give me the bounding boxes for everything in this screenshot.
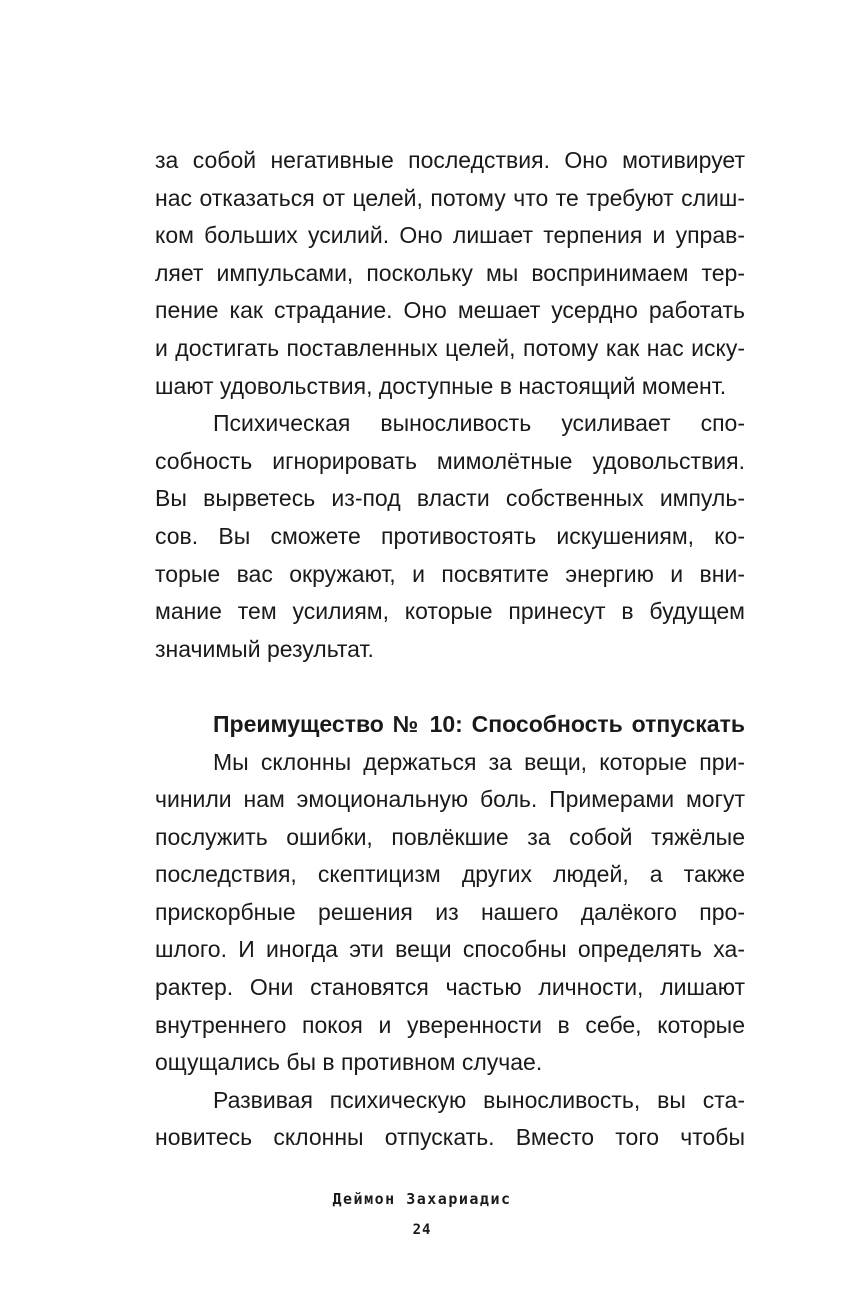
page-body <box>155 142 745 1157</box>
text-line: нас отказаться от целей, потому что те требуют слиш- <box>155 184 745 211</box>
text-line: сов. Вы сможете противостоять искушениям, ко- <box>155 522 745 549</box>
text-line: пение как страдание. Оно мешает усердно работать <box>155 297 745 324</box>
text-line: чинили нам эмоциональную боль. Примерами могут <box>155 786 745 813</box>
text-line: за собой негативные последствия. Оно мотивирует <box>155 147 745 173</box>
footer-author: Деймон Захариадис <box>332 1190 512 1208</box>
text-line: рактер. Они становятся частью личности, лишают <box>155 974 745 1001</box>
text-line: шлого. И иногда эти вещи способны определять ха- <box>155 936 745 963</box>
text-line: мание тем усилиям, которые принесут в будущем <box>155 598 745 625</box>
text-line: собность игнорировать мимолётные удовольствия. <box>155 447 745 474</box>
paragraph-2 <box>155 405 745 668</box>
text-line: последствия, скептицизм других людей, а также <box>155 861 745 888</box>
text-line: Развивая психическую выносливость, вы ста- <box>213 1086 745 1113</box>
text-line: ощущались бы в противном случае. <box>155 1049 543 1076</box>
text-line: и достигать поставленных целей, потому как нас иску- <box>155 334 745 361</box>
text-line: торые вас окружают, и посвятите энергию и вни- <box>155 560 745 587</box>
text-line: Вы вырветесь из-под власти собственных импуль- <box>155 485 745 512</box>
text-line: ком больших усилий. Оно лишает терпения и управ- <box>155 222 745 249</box>
section-heading: Преимущество № 10: Способность отпускать <box>213 710 745 737</box>
paragraph-3 <box>155 744 745 1082</box>
text-line: прискорбные решения из нашего далёкого про- <box>155 898 745 925</box>
text-line: шают удовольствия, доступные в настоящий момент. <box>155 372 727 399</box>
text-line: значимый результат. <box>155 635 374 662</box>
page-number: 24 <box>412 1222 432 1238</box>
text-line: новитесь склонны отпускать. Вместо того чтобы <box>155 1124 745 1151</box>
text-line: ляет импульсами, поскольку мы воспринимаем тер- <box>155 259 745 286</box>
text-line: послужить ошибки, повлёкшие за собой тяжёлые <box>155 823 745 850</box>
paragraph-1 <box>155 142 745 405</box>
text-line: Психическая выносливость усиливает спо- <box>213 410 745 437</box>
text-line: внутреннего покоя и уверенности в себе, которые <box>155 1011 745 1038</box>
text-line: Мы склонны держаться за вещи, которые при- <box>213 748 745 775</box>
paragraph-4 <box>155 1082 745 1157</box>
